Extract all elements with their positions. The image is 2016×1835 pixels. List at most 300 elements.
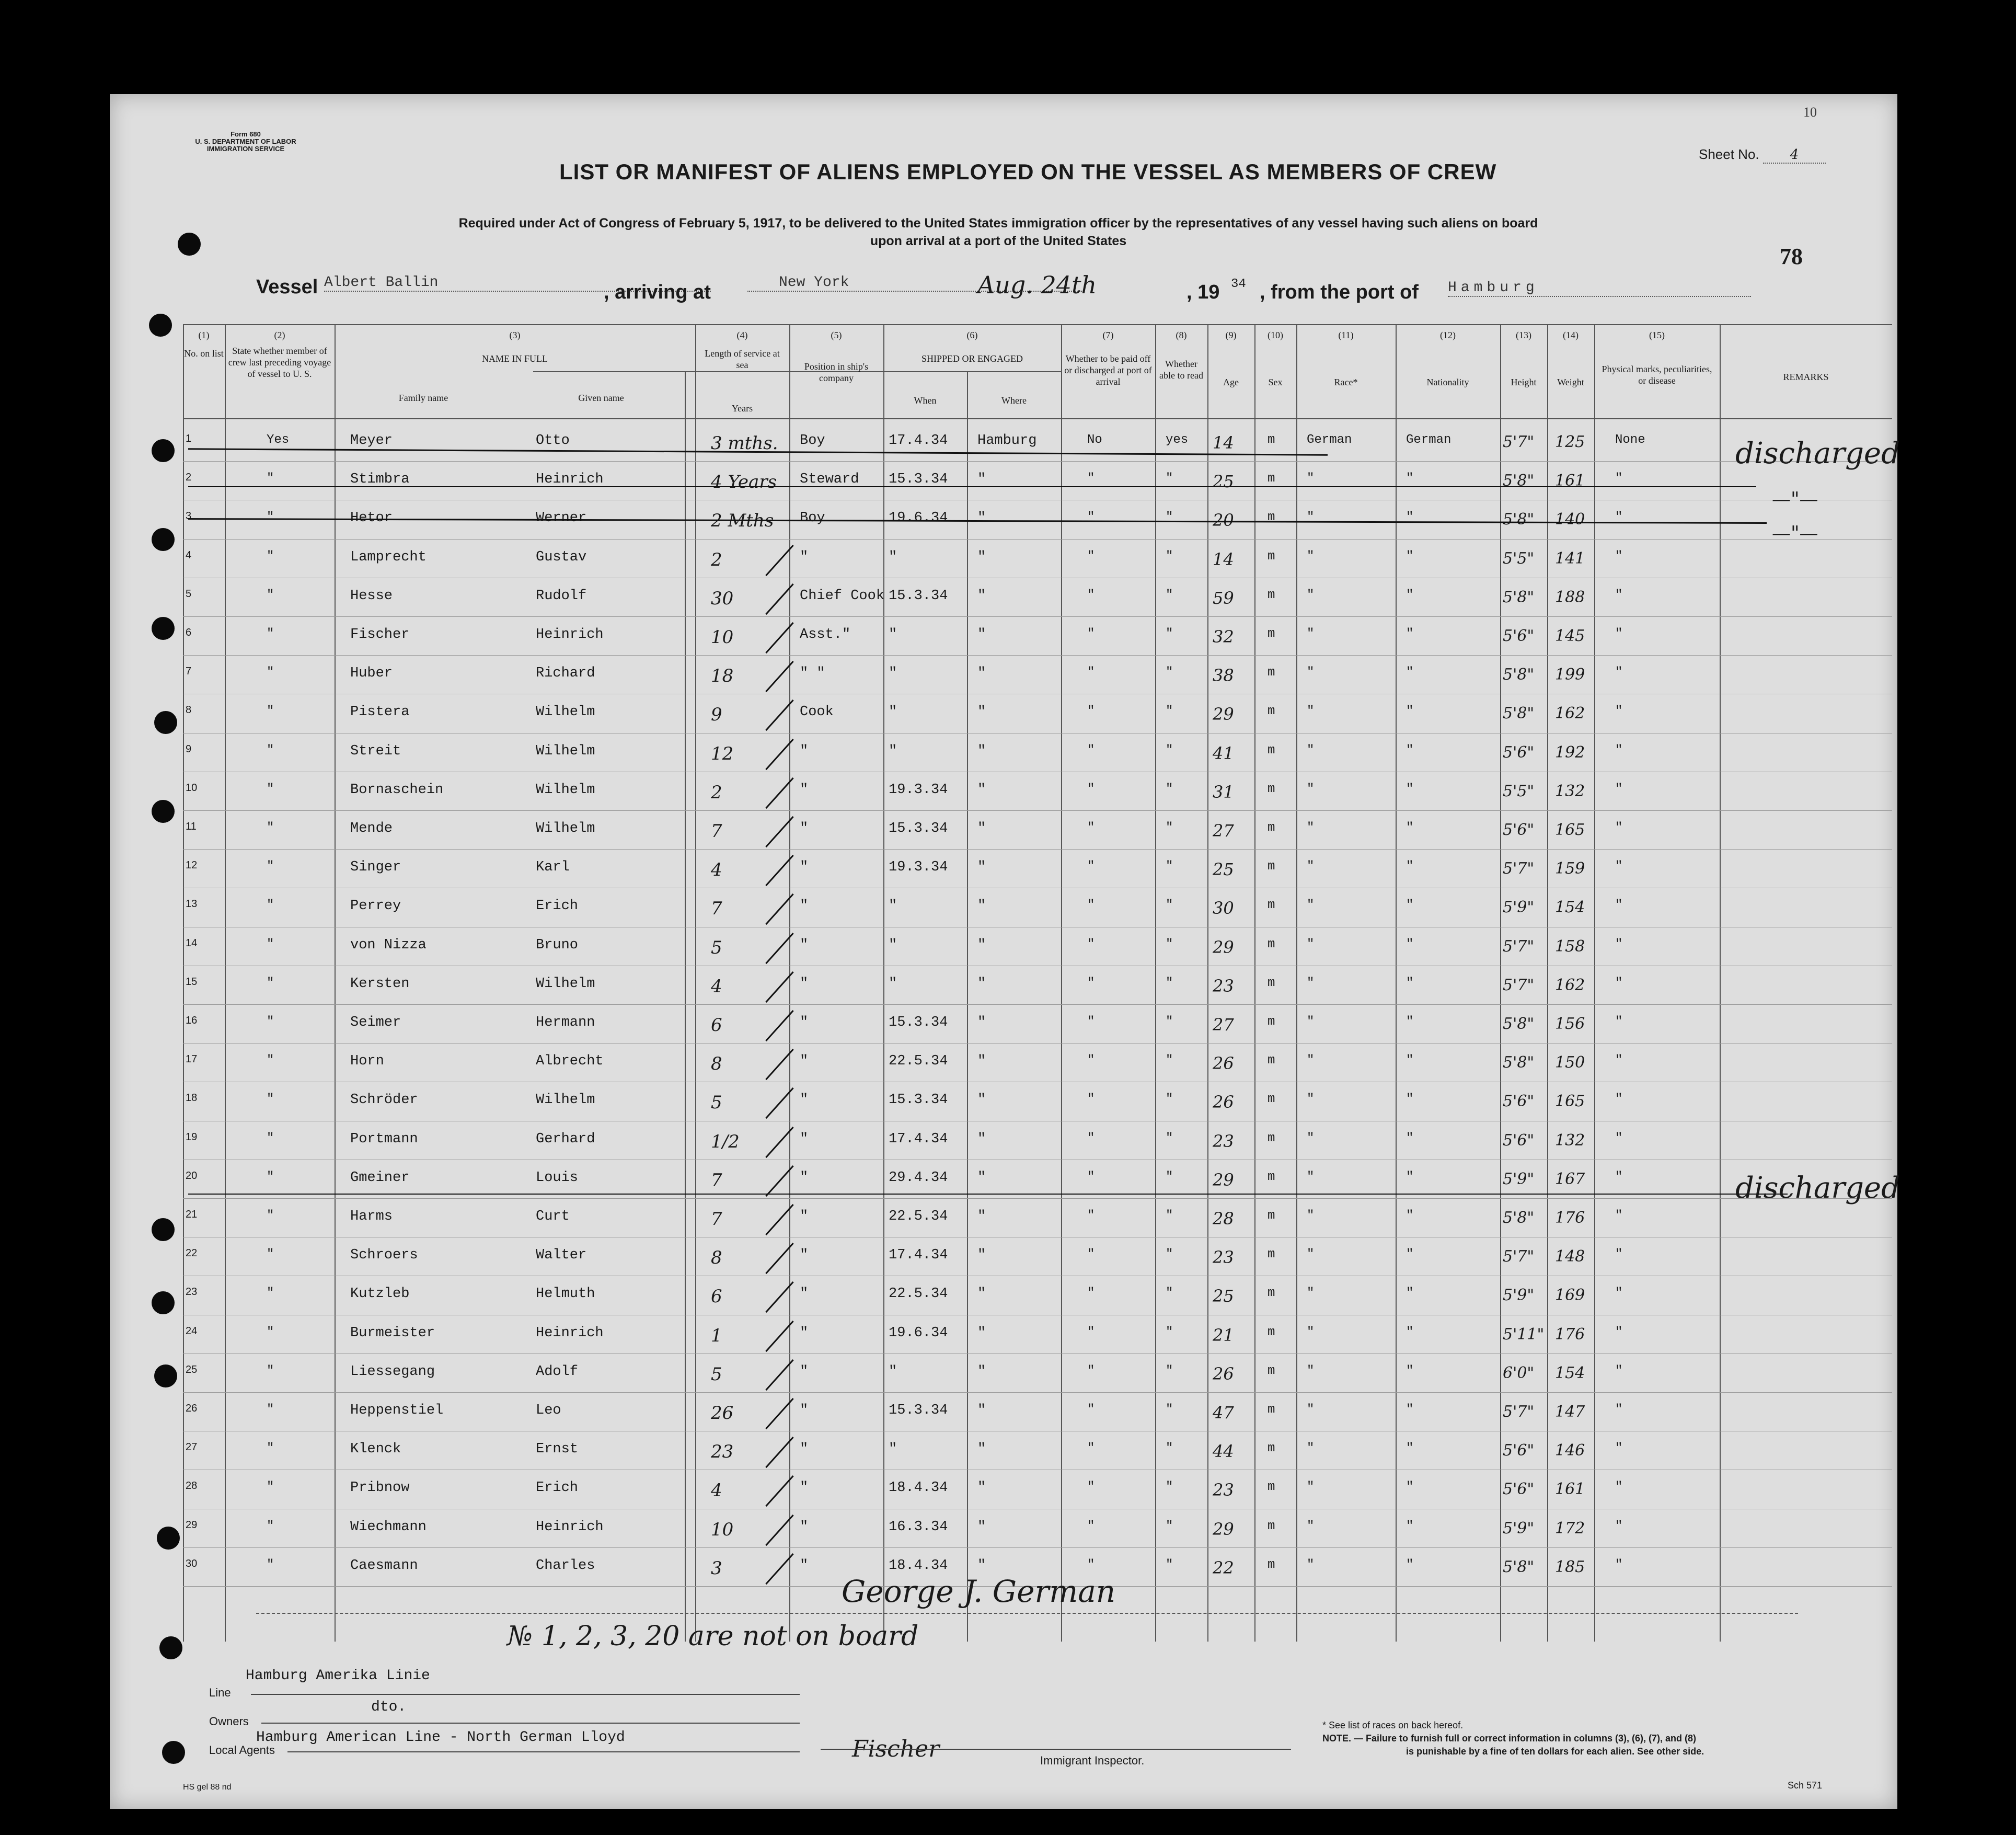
table-cell-age: 41 xyxy=(1213,743,1234,763)
table-cell-service: 2 xyxy=(711,782,722,803)
table-cell-given-name: Charles xyxy=(536,1557,595,1574)
races-note: * See list of races on back hereof. xyxy=(1322,1720,1464,1730)
form-info xyxy=(183,131,308,153)
table-cell-age: 23 xyxy=(1213,1247,1234,1268)
table-cell-given-name: Karl xyxy=(536,859,570,876)
table-cell-where: " xyxy=(977,1325,986,1341)
table-cell-read: " xyxy=(1166,1209,1173,1223)
table-cell-nationality: " xyxy=(1406,821,1414,835)
col-num: (5) xyxy=(831,330,842,340)
note-line-2: is punishable by a fine of ten dollars for each alien. See other side. xyxy=(1406,1746,1704,1757)
table-cell-age: 25 xyxy=(1213,1286,1234,1306)
table-cell-age: 29 xyxy=(1213,1169,1234,1190)
table-cell-nationality: " xyxy=(1406,627,1414,641)
table-cell-when: 22.5.34 xyxy=(889,1286,948,1302)
table-cell-when: 15.3.34 xyxy=(889,472,948,488)
table-cell-no: 19 xyxy=(186,1131,198,1143)
table-cell-no: 30 xyxy=(186,1557,198,1569)
table-cell-prev-voyage: " xyxy=(267,937,274,951)
table-cell-nationality: " xyxy=(1406,1557,1414,1572)
table-cell-paid-off: " xyxy=(1087,1015,1095,1029)
table-cell-sex: m xyxy=(1268,743,1275,758)
table-cell-paid-off: " xyxy=(1087,859,1095,874)
table-cell-read: " xyxy=(1166,859,1173,874)
table-cell-nationality: " xyxy=(1406,1286,1414,1301)
table-cell-age: 14 xyxy=(1213,549,1234,569)
table-cell-weight: 176 xyxy=(1555,1209,1585,1227)
table-cell-nationality: " xyxy=(1406,1209,1414,1223)
table-cell-service: 5 xyxy=(711,937,722,958)
table-cell-prev-voyage: " xyxy=(267,1363,274,1378)
table-cell-where: " xyxy=(977,549,986,565)
col-header-marks: Physical marks, peculiarities, or disease xyxy=(1602,364,1712,386)
table-cell-where: " xyxy=(977,472,986,488)
table-cell-weight: 161 xyxy=(1555,1480,1585,1499)
table-cell-height: 5'7" xyxy=(1503,859,1535,878)
table-cell-family-name: Hesse xyxy=(350,588,393,604)
table-cell-weight: 148 xyxy=(1555,1247,1585,1266)
table-cell-weight: 125 xyxy=(1555,433,1585,451)
table-cell-position: " xyxy=(800,1441,809,1458)
inspector-signature: Fischer xyxy=(852,1736,940,1762)
table-cell-family-name: Mende xyxy=(350,821,393,836)
table-cell-sex: m xyxy=(1268,1286,1275,1301)
table-cell-race: " xyxy=(1307,859,1315,874)
table-cell-weight: 176 xyxy=(1555,1325,1585,1344)
table-cell-when: 22.5.34 xyxy=(889,1053,948,1070)
departure-port: Hamburg xyxy=(1448,280,1751,297)
table-cell-marks: " xyxy=(1615,627,1623,641)
table-cell-position: " xyxy=(800,898,809,914)
col-num: (11) xyxy=(1338,330,1354,340)
table-cell-nationality: " xyxy=(1406,1169,1414,1184)
punch-hole xyxy=(152,439,175,462)
col-num: (12) xyxy=(1440,330,1456,340)
table-cell-no: 12 xyxy=(186,859,198,871)
table-cell-paid-off: " xyxy=(1087,1519,1095,1533)
table-cell-family-name: Fischer xyxy=(350,627,410,643)
table-cell-given-name: Louis xyxy=(536,1169,579,1186)
table-cell-position: " xyxy=(800,1053,809,1070)
table-cell-family-name: Wiechmann xyxy=(350,1519,427,1535)
table-cell-sex: m xyxy=(1268,704,1275,719)
table-cell-given-name: Erich xyxy=(536,898,579,914)
table-cell-sex: m xyxy=(1268,1015,1275,1029)
table-cell-paid-off: " xyxy=(1087,1053,1095,1068)
punch-hole xyxy=(178,233,201,256)
line-label: Line xyxy=(209,1686,231,1699)
table-cell-nationality: " xyxy=(1406,472,1414,486)
col-header-read: Whether able to read xyxy=(1159,359,1203,381)
table-cell-age: 23 xyxy=(1213,1480,1234,1500)
table-cell-weight: 132 xyxy=(1555,782,1585,800)
table-cell-where: " xyxy=(977,1403,986,1418)
table-cell-when: " xyxy=(889,627,897,643)
table-cell-marks: " xyxy=(1615,588,1623,602)
table-cell-weight: 165 xyxy=(1555,821,1585,839)
table-cell-weight: 132 xyxy=(1555,1131,1585,1150)
table-cell-when: " xyxy=(889,1363,897,1380)
table-cell-where: " xyxy=(977,1131,986,1147)
table-cell-given-name: Leo xyxy=(536,1403,561,1418)
table-cell-when: 17.4.34 xyxy=(889,1131,948,1147)
table-cell-sex: m xyxy=(1268,549,1275,564)
table-cell-when: 19.6.34 xyxy=(889,510,948,526)
table-cell-where: " xyxy=(977,743,986,759)
table-cell-no: 18 xyxy=(186,1092,198,1104)
table-cell-paid-off: " xyxy=(1087,510,1095,525)
table-cell-sex: m xyxy=(1268,1092,1275,1107)
table-cell-paid-off: " xyxy=(1087,743,1095,758)
table-cell-age: 38 xyxy=(1213,666,1234,686)
table-cell-prev-voyage: " xyxy=(267,1092,274,1107)
table-cell-height: 5'6" xyxy=(1503,1480,1535,1499)
table-cell-race: " xyxy=(1307,1286,1315,1301)
table-cell-race: " xyxy=(1307,510,1315,525)
table-cell-read: " xyxy=(1166,898,1173,913)
table-cell-prev-voyage: " xyxy=(267,588,274,602)
manifest-sheet xyxy=(110,94,1900,1809)
table-cell-family-name: von Nizza xyxy=(350,937,427,953)
col-num: (4) xyxy=(736,330,748,340)
table-cell-prev-voyage: " xyxy=(267,743,274,758)
table-cell-no: 1 xyxy=(186,433,192,444)
note-line-1: NOTE. — Failure to furnish full or correct information in columns (3), (6), (7), and (8) xyxy=(1322,1733,1697,1744)
table-cell-paid-off: " xyxy=(1087,1363,1095,1378)
table-cell-service: 8 xyxy=(711,1053,722,1075)
col-header-weight: Weight xyxy=(1557,377,1584,387)
table-cell-marks: " xyxy=(1615,666,1623,680)
table-cell-no: 9 xyxy=(186,743,192,755)
table-cell-read: " xyxy=(1166,1131,1173,1145)
table-cell-nationality: " xyxy=(1406,1092,1414,1107)
table-cell-family-name: Perrey xyxy=(350,898,401,914)
department-name: U. S. DEPARTMENT OF LABOR xyxy=(195,137,296,145)
corner-mark: 10 xyxy=(1803,105,1817,120)
table-cell-read: " xyxy=(1166,1325,1173,1339)
table-cell-weight: 140 xyxy=(1555,510,1585,529)
table-cell-prev-voyage: " xyxy=(267,510,274,525)
table-cell-where: " xyxy=(977,898,986,914)
table-cell-height: 5'8" xyxy=(1503,1209,1535,1227)
table-cell-age: 26 xyxy=(1213,1053,1234,1074)
table-cell-sex: m xyxy=(1268,433,1275,447)
table-cell-age: 29 xyxy=(1213,1519,1234,1539)
table-cell-weight: 145 xyxy=(1555,627,1585,645)
table-cell-no: 16 xyxy=(186,1015,198,1026)
table-cell-sex: m xyxy=(1268,588,1275,602)
table-cell-paid-off: " xyxy=(1087,821,1095,835)
table-cell-given-name: Wilhelm xyxy=(536,1092,595,1108)
table-cell-service: 3 xyxy=(711,1557,722,1579)
line-value: Hamburg Amerika Linie xyxy=(246,1668,430,1684)
subtitle-line-1: Required under Act of Congress of February 5, 1917, to be delivered to the United States immigration officer by the representatives of any vessel having such aliens on board xyxy=(458,216,1538,231)
table-cell-marks: " xyxy=(1615,782,1623,796)
table-cell-service: 4 xyxy=(711,859,722,881)
table-cell-marks: " xyxy=(1615,1015,1623,1029)
table-cell-prev-voyage: " xyxy=(267,1403,274,1417)
table-cell-position: " xyxy=(800,937,809,953)
col-header-sex: Sex xyxy=(1268,377,1283,387)
col-num: (13) xyxy=(1516,330,1531,340)
table-cell-read: " xyxy=(1166,1441,1173,1456)
table-cell-no: 17 xyxy=(186,1053,198,1065)
subtitle-line-2: upon arrival at a port of the United States xyxy=(870,234,1127,248)
vessel-name: Albert Ballin xyxy=(324,274,711,292)
table-cell-sex: m xyxy=(1268,1131,1275,1145)
table-cell-service: 5 xyxy=(711,1092,722,1114)
table-cell-nationality: " xyxy=(1406,1325,1414,1339)
table-cell-nationality: " xyxy=(1406,782,1414,796)
table-cell-read: " xyxy=(1166,627,1173,641)
bottom-left-code: HS gel 88 nd xyxy=(183,1783,232,1792)
table-cell-family-name: Horn xyxy=(350,1053,384,1070)
col-num: (8) xyxy=(1176,330,1187,340)
table-cell-race: " xyxy=(1307,821,1315,835)
punch-hole xyxy=(152,528,175,551)
table-cell-read: " xyxy=(1166,1169,1173,1184)
table-cell-family-name: Seimer xyxy=(350,1015,401,1030)
punch-hole xyxy=(152,800,175,823)
table-cell-given-name: Wilhelm xyxy=(536,821,595,836)
table-cell-when: 15.3.34 xyxy=(889,1092,948,1108)
table-cell-where: " xyxy=(977,859,986,876)
owners-label: Owners xyxy=(209,1715,249,1728)
table-cell-weight: 161 xyxy=(1555,472,1585,490)
table-cell-where: " xyxy=(977,1441,986,1458)
table-cell-position: Cook xyxy=(800,704,834,720)
table-cell-marks: " xyxy=(1615,1403,1623,1417)
table-cell-position: Boy xyxy=(800,433,825,449)
table-cell-age: 25 xyxy=(1213,472,1234,492)
table-cell-prev-voyage: " xyxy=(267,1015,274,1029)
table-cell-height: 5'9" xyxy=(1503,1286,1535,1305)
table-cell-prev-voyage: " xyxy=(267,704,274,719)
table-cell-height: 5'6" xyxy=(1503,1131,1535,1150)
table-cell-nationality: " xyxy=(1406,1015,1414,1029)
table-cell-family-name: Kersten xyxy=(350,976,410,992)
table-cell-where: " xyxy=(977,588,986,604)
remark-ditto: —"— xyxy=(1772,489,1818,510)
table-cell-weight: 154 xyxy=(1555,1363,1585,1382)
table-cell-position: " xyxy=(800,976,809,992)
table-cell-service: 8 xyxy=(711,1247,722,1269)
table-cell-given-name: Gustav xyxy=(536,549,587,565)
table-cell-paid-off: " xyxy=(1087,1169,1095,1184)
table-cell-race: " xyxy=(1307,1480,1315,1495)
col-header-given: Given name xyxy=(578,393,624,403)
table-cell-age: 29 xyxy=(1213,937,1234,957)
table-cell-service: 30 xyxy=(711,588,734,609)
table-cell-sex: m xyxy=(1268,1480,1275,1495)
col-header-name: NAME IN FULL xyxy=(482,353,548,364)
col-header-age: Age xyxy=(1223,377,1239,387)
table-cell-when: 19.3.34 xyxy=(889,782,948,798)
table-cell-weight: 188 xyxy=(1555,588,1585,606)
table-cell-marks: " xyxy=(1615,704,1623,719)
table-cell-where: " xyxy=(977,1480,986,1496)
table-cell-nationality: " xyxy=(1406,859,1414,874)
sheet-label: Sheet No. xyxy=(1699,146,1759,162)
table-cell-marks: " xyxy=(1615,472,1623,486)
table-cell-marks: " xyxy=(1615,549,1623,564)
table-cell-where: " xyxy=(977,510,986,526)
table-cell-height: 5'8" xyxy=(1503,1557,1535,1576)
table-cell-read: " xyxy=(1166,821,1173,835)
table-cell-paid-off: " xyxy=(1087,1441,1095,1456)
table-cell-race: " xyxy=(1307,1325,1315,1339)
table-cell-position: " xyxy=(800,743,809,759)
table-cell-given-name: Wilhelm xyxy=(536,976,595,992)
table-cell-position: " xyxy=(800,549,809,565)
punch-hole xyxy=(152,617,175,640)
table-cell-age: 23 xyxy=(1213,976,1234,996)
table-cell-weight: 162 xyxy=(1555,976,1585,994)
table-cell-given-name: Curt xyxy=(536,1209,570,1224)
table-cell-when: " xyxy=(889,976,897,992)
table-cell-position: " xyxy=(800,1092,809,1108)
table-cell-age: 59 xyxy=(1213,588,1234,608)
table-cell-weight: 156 xyxy=(1555,1015,1585,1033)
from-port-label: , from the port of xyxy=(1260,281,1419,303)
table-cell-read: " xyxy=(1166,743,1173,758)
table-cell-sex: m xyxy=(1268,1363,1275,1378)
table-cell-marks: " xyxy=(1615,1286,1623,1301)
table-cell-read: " xyxy=(1166,1363,1173,1378)
col-num: (15) xyxy=(1649,330,1665,340)
table-cell-when: 19.6.34 xyxy=(889,1325,948,1341)
table-cell-nationality: " xyxy=(1406,588,1414,602)
table-cell-marks: " xyxy=(1615,1169,1623,1184)
table-cell-position: " " xyxy=(800,666,825,682)
table-cell-where: " xyxy=(977,976,986,992)
table-cell-nationality: " xyxy=(1406,510,1414,525)
table-cell-prev-voyage: " xyxy=(267,627,274,641)
table-cell-weight: 169 xyxy=(1555,1286,1585,1305)
col-num: (2) xyxy=(274,330,285,340)
table-cell-given-name: Heinrich xyxy=(536,1519,604,1535)
table-cell-family-name: Portmann xyxy=(350,1131,418,1147)
table-cell-race: " xyxy=(1307,549,1315,564)
col-header-race: Race* xyxy=(1334,377,1358,387)
table-cell-where: " xyxy=(977,937,986,953)
table-cell-height: 5'6" xyxy=(1503,1441,1535,1460)
table-cell-read: " xyxy=(1166,704,1173,719)
table-cell-marks: " xyxy=(1615,1131,1623,1145)
table-cell-weight: 185 xyxy=(1555,1557,1585,1576)
table-cell-age: 30 xyxy=(1213,898,1234,919)
table-cell-prev-voyage: Yes xyxy=(267,433,290,447)
table-cell-when: " xyxy=(889,549,897,565)
table-cell-race: " xyxy=(1307,743,1315,758)
table-cell-when: 17.4.34 xyxy=(889,1247,948,1264)
table-cell-weight: 150 xyxy=(1555,1053,1585,1072)
table-cell-age: 31 xyxy=(1213,782,1234,802)
agents-value: Hamburg American Line - North German Lloyd xyxy=(256,1729,625,1746)
table-cell-family-name: Stimbra xyxy=(350,472,410,488)
table-cell-nationality: " xyxy=(1406,1363,1414,1378)
table-cell-service: 2 xyxy=(711,549,722,570)
table-cell-prev-voyage: " xyxy=(267,549,274,564)
arrival-port: New York xyxy=(747,274,1082,292)
table-cell-prev-voyage: " xyxy=(267,1519,274,1533)
subtitle xyxy=(345,214,1652,250)
table-cell-paid-off: " xyxy=(1087,588,1095,602)
punch-hole xyxy=(152,1218,175,1241)
table-cell-height: 5'9" xyxy=(1503,898,1535,917)
table-cell-given-name: Adolf xyxy=(536,1363,579,1380)
table-cell-weight: 165 xyxy=(1555,1092,1585,1111)
table-cell-sex: m xyxy=(1268,821,1275,835)
owners-value: dto. xyxy=(371,1699,407,1715)
table-cell-read: " xyxy=(1166,937,1173,951)
table-cell-no: 6 xyxy=(186,627,192,638)
col-num: (7) xyxy=(1102,330,1114,340)
page-number: 78 xyxy=(1780,244,1803,269)
table-cell-where: " xyxy=(977,1363,986,1380)
table-cell-no: 24 xyxy=(186,1325,198,1337)
table-cell-age: 14 xyxy=(1213,433,1234,453)
table-cell-read: " xyxy=(1166,549,1173,564)
table-cell-when: 15.3.34 xyxy=(889,588,948,604)
year-suffix: 34 xyxy=(1231,277,1246,291)
table-cell-position: " xyxy=(800,859,809,876)
table-cell-height: 5'8" xyxy=(1503,472,1535,490)
table-cell-given-name: Wilhelm xyxy=(536,743,595,759)
table-cell-nationality: " xyxy=(1406,937,1414,951)
table-cell-when: 16.3.34 xyxy=(889,1519,948,1535)
table-cell-sex: m xyxy=(1268,1519,1275,1533)
table-cell-height: 5'8" xyxy=(1503,666,1535,684)
table-cell-given-name: Werner xyxy=(536,510,587,526)
table-cell-race: " xyxy=(1307,937,1315,951)
table-cell-age: 32 xyxy=(1213,627,1234,647)
table-cell-where: " xyxy=(977,782,986,798)
table-cell-position: " xyxy=(800,1131,809,1147)
table-cell-race: " xyxy=(1307,782,1315,796)
table-cell-nationality: " xyxy=(1406,549,1414,564)
table-cell-prev-voyage: " xyxy=(267,1325,274,1339)
table-cell-where: " xyxy=(977,627,986,643)
table-cell-where: " xyxy=(977,1015,986,1030)
table-cell-when: 15.3.34 xyxy=(889,821,948,836)
table-cell-when: " xyxy=(889,666,897,682)
table-cell-marks: " xyxy=(1615,1519,1623,1533)
table-cell-paid-off: " xyxy=(1087,782,1095,796)
table-cell-where: " xyxy=(977,1169,986,1186)
col-header-when: When xyxy=(914,395,937,406)
table-cell-where: " xyxy=(977,1092,986,1108)
remark-discharged: discharged xyxy=(1735,1171,1900,1205)
table-cell-service: 7 xyxy=(711,1209,722,1230)
table-cell-race: " xyxy=(1307,588,1315,602)
table-cell-family-name: Kutzleb xyxy=(350,1286,410,1302)
table-cell-read: " xyxy=(1166,1092,1173,1107)
table-cell-where: " xyxy=(977,1557,986,1574)
table-cell-given-name: Rudolf xyxy=(536,588,587,604)
table-cell-when: " xyxy=(889,1441,897,1458)
table-cell-read: " xyxy=(1166,1286,1173,1301)
table-cell-no: 26 xyxy=(186,1403,198,1414)
table-cell-race: " xyxy=(1307,627,1315,641)
table-cell-nationality: " xyxy=(1406,743,1414,758)
table-cell-prev-voyage: " xyxy=(267,1209,274,1223)
table-cell-position: Steward xyxy=(800,472,859,488)
col-num: (9) xyxy=(1225,330,1237,340)
punch-hole xyxy=(157,1527,180,1550)
table-cell-where: " xyxy=(977,1519,986,1535)
table-cell-no: 5 xyxy=(186,588,192,600)
